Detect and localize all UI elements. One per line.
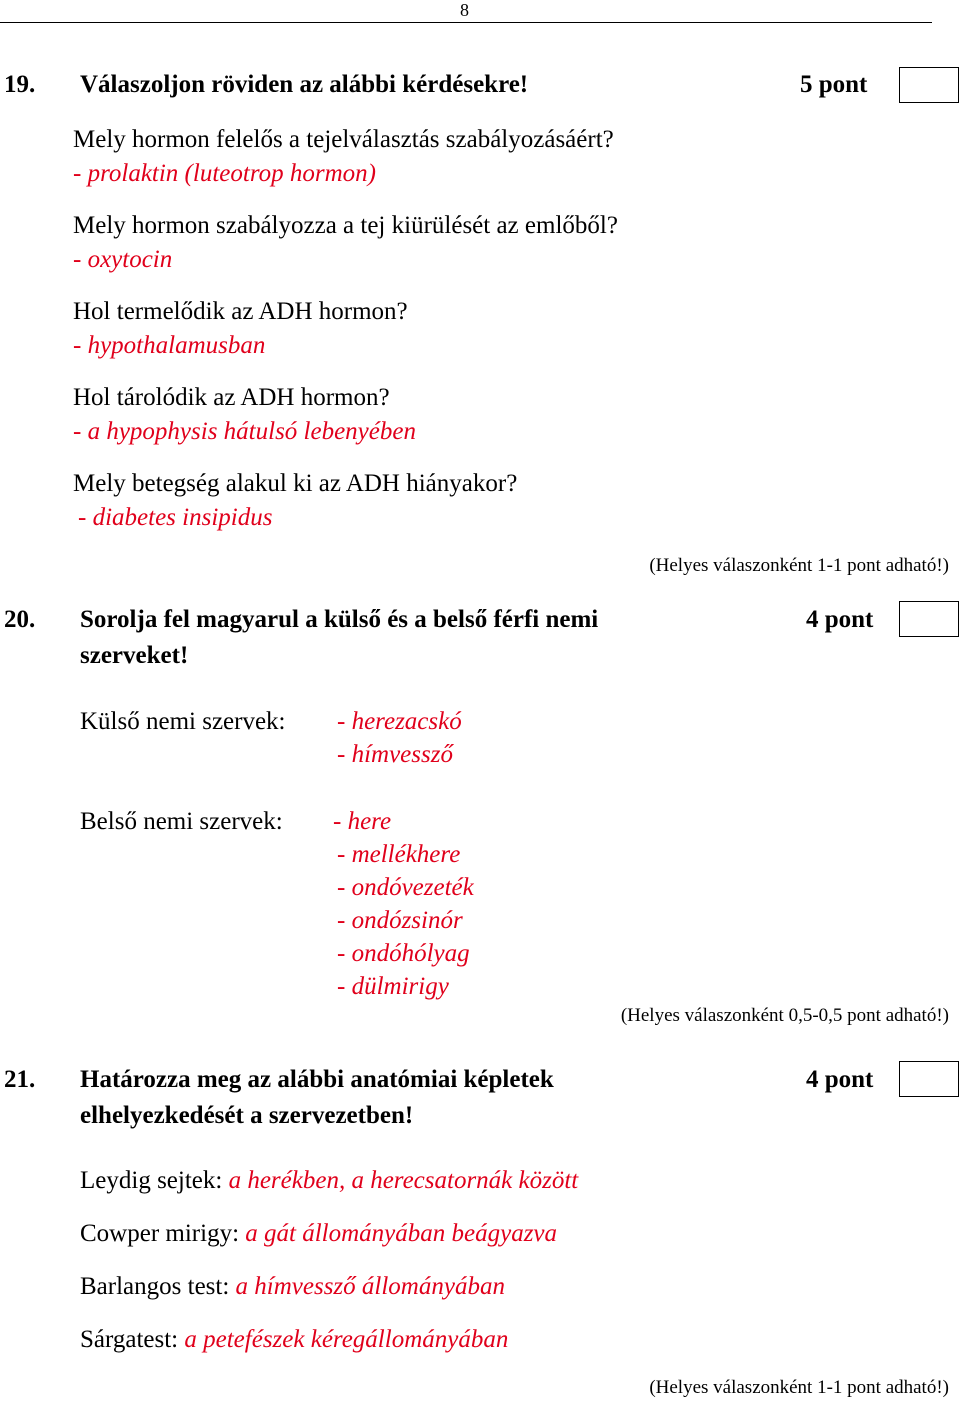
q21-item-answer: a gát állományában beágyazva (245, 1220, 558, 1247)
q21-score-box[interactable] (899, 1061, 959, 1097)
q21-title-line1: Határozza meg az alábbi anatómiai képletek (80, 1066, 554, 1093)
q20-external-item-1: - herezacskó (337, 708, 462, 735)
q20-internal-label: Belső nemi szervek: (80, 808, 283, 835)
q20-number: 20. (4, 606, 36, 633)
q19-answer-2: - oxytocin (73, 246, 173, 273)
q20-title-line2: szerveket! (80, 642, 189, 669)
q19-points: 5 pont (800, 71, 868, 98)
q19-question-4: Hol tárolódik az ADH hormon? (73, 384, 390, 411)
q21-number: 21. (4, 1066, 36, 1093)
q21-item-label: Cowper mirigy: (80, 1220, 246, 1247)
q19-question-2: Mely hormon szabályozza a tej kiürülését az emlőből? (73, 212, 618, 239)
q21-item-label: Sárgatest: (80, 1326, 185, 1353)
q20-title-line1: Sorolja fel magyarul a külső és a belső férfi nemi (80, 606, 599, 633)
q20-internal-item-5: - ondóhólyag (337, 940, 470, 967)
q21-scoring-note: (Helyes válaszonként 1-1 pont adható!) (649, 1377, 949, 1398)
q20-score-box[interactable] (899, 601, 959, 637)
q21-item-answer: a petefészek kéregállományában (184, 1326, 509, 1353)
q19-question-1: Mely hormon felelős a tejelválasztás szabályozásáért? (73, 126, 614, 153)
q21-item-answer: a herékben, a herecsatornák között (228, 1167, 579, 1194)
q21-title-line2: elhelyezkedését a szervezetben! (80, 1102, 414, 1129)
q20-external-item-2: - hímvessző (337, 741, 453, 768)
q19-title: Válaszoljon röviden az alábbi kérdésekre! (80, 71, 529, 98)
q19-number: 19. (4, 71, 36, 98)
q20-internal-item-3: - ondóvezeték (337, 874, 474, 901)
q21-item-sargatest (80, 1326, 508, 1354)
q20-external-label: Külső nemi szervek: (80, 708, 286, 735)
q20-internal-item-1: - here (333, 808, 392, 835)
q19-answer-4: - a hypophysis hátulsó lebenyében (73, 418, 416, 445)
page-number: 8 (460, 0, 469, 20)
q21-item-answer: a hímvessző állományában (235, 1273, 505, 1300)
q21-item-leydig (80, 1167, 578, 1195)
q20-points: 4 pont (806, 606, 874, 633)
q21-item-barlangos (80, 1273, 505, 1301)
header-rule (0, 22, 932, 23)
q21-item-cowper (80, 1220, 557, 1248)
q19-scoring-note: (Helyes válaszonként 1-1 pont adható!) (649, 555, 949, 576)
q21-item-label: Barlangos test: (80, 1273, 236, 1300)
q19-question-5: Mely betegség alakul ki az ADH hiányakor? (73, 470, 518, 497)
q19-answer-1: - prolaktin (luteotrop hormon) (73, 160, 376, 187)
q21-item-label: Leydig sejtek: (80, 1167, 229, 1194)
q21-points: 4 pont (806, 1066, 874, 1093)
q19-score-box[interactable] (899, 67, 959, 103)
q20-scoring-note: (Helyes válaszonként 0,5-0,5 pont adható!) (620, 1005, 949, 1026)
q20-internal-item-4: - ondózsinór (337, 907, 463, 934)
q20-internal-item-2: - mellékhere (337, 841, 461, 868)
q19-answer-3: - hypothalamusban (73, 332, 266, 359)
q20-internal-item-6: - dülmirigy (337, 973, 449, 1000)
q19-answer-5: - diabetes insipidus (78, 504, 273, 531)
q19-question-3: Hol termelődik az ADH hormon? (73, 298, 408, 325)
